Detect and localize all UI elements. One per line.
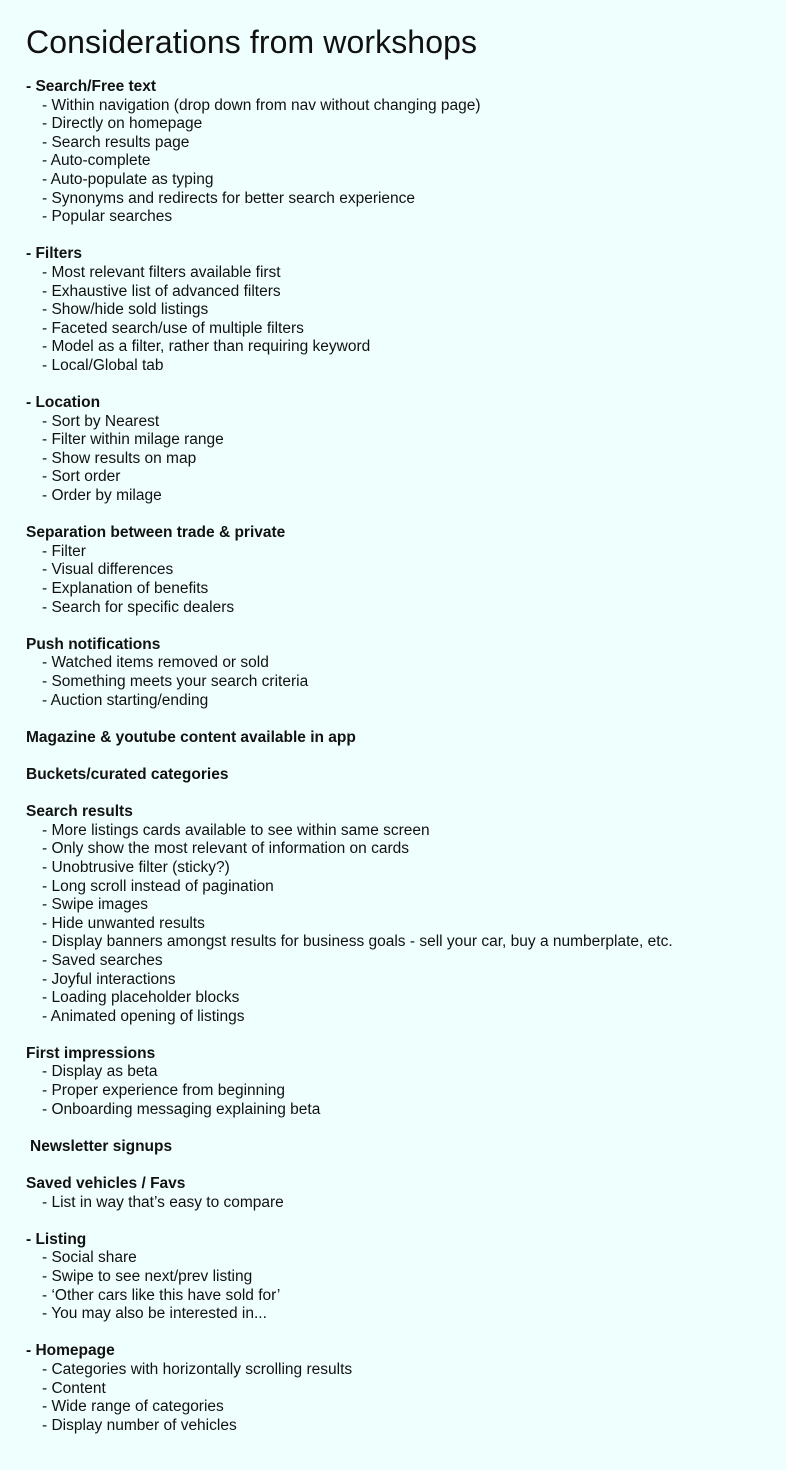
section-item-list (26, 1361, 760, 1435)
note-section (26, 1175, 760, 1212)
section-heading: - Location (26, 394, 101, 412)
section-heading: - Filters (26, 245, 82, 263)
note-section (26, 524, 760, 617)
section-heading: First impressions (26, 1044, 156, 1062)
list-item: - Swipe to see next/prev listing (42, 1268, 253, 1285)
section-heading: Newsletter signups (30, 1137, 173, 1155)
list-item: - Faceted search/use of multiple filters (42, 319, 304, 337)
note-section (26, 766, 760, 785)
list-item: - Long scroll instead of pagination (42, 877, 274, 895)
list-item: - Proper experience from beginning (42, 1082, 285, 1100)
section-heading: Push notifications (26, 635, 161, 653)
note-section (26, 1231, 760, 1324)
list-item: - Popular searches (42, 208, 173, 226)
list-item: - You may also be interested in... (42, 1305, 267, 1323)
list-item: - Watched items removed or sold (42, 654, 269, 672)
note-section (26, 729, 760, 748)
note-section (26, 1045, 760, 1119)
list-item: - Search for specific dealers (42, 598, 235, 616)
list-item: - Something meets your search criteria (42, 673, 309, 690)
note-section (26, 78, 760, 227)
list-item: - Show/hide sold listings (42, 301, 209, 319)
list-item: - Auto-populate as typing (42, 170, 214, 188)
list-item: - List in way that’s easy to compare (42, 1193, 284, 1211)
list-item: - Most relevant filters available first (42, 263, 281, 281)
list-item: - Directly on homepage (42, 115, 203, 133)
list-item: - Within navigation (drop down from nav without changing page) (42, 96, 481, 114)
note-section (26, 1138, 760, 1157)
note-section (26, 245, 760, 375)
list-item: - Unobtrusive filter (sticky?) (42, 858, 230, 876)
note-section (26, 394, 760, 506)
list-item: - Filter within milage range (42, 431, 224, 449)
sections-container (26, 78, 760, 1435)
section-heading: Magazine & youtube content available in app (26, 728, 356, 746)
list-item: - Swipe images (42, 896, 148, 914)
list-item: - Wide range of categories (42, 1398, 224, 1416)
list-item: - ‘Other cars like this have sold for’ (42, 1286, 281, 1304)
note-section (26, 636, 760, 710)
list-item: - Search results page (42, 133, 190, 151)
list-item: - Auto-complete (42, 152, 151, 170)
section-item-list (26, 1063, 760, 1119)
section-heading: - Homepage (26, 1342, 115, 1360)
note-section (26, 1342, 760, 1435)
section-heading: - Search/Free text (26, 78, 157, 95)
list-item: - Explanation of benefits (42, 580, 209, 598)
section-heading: Search results (26, 803, 133, 821)
page-title: Considerations from workshops (26, 24, 478, 60)
section-heading: - Listing (26, 1230, 87, 1248)
list-item: - Only show the most relevant of information on cards (42, 840, 409, 858)
list-item: - Loading placeholder blocks (42, 989, 240, 1007)
list-item: - Sort order (42, 468, 121, 486)
list-item: - Hide unwanted results (42, 914, 205, 932)
list-item: - Categories with horizontally scrolling results (42, 1360, 353, 1378)
section-item-list (26, 1249, 760, 1323)
section-heading: Buckets/curated categories (26, 765, 229, 783)
section-item-list (26, 1194, 760, 1213)
list-item: - Social share (42, 1249, 137, 1267)
section-item-list (26, 543, 760, 617)
list-item: - Display as beta (42, 1063, 158, 1081)
section-heading: Saved vehicles / Favs (26, 1175, 186, 1193)
list-item: - Order by milage (42, 487, 162, 505)
list-item: - Show results on map (42, 449, 197, 467)
list-item: - Exhaustive list of advanced filters (42, 282, 281, 300)
list-item: - More listings cards available to see within same screen (42, 821, 430, 839)
list-item: - Local/Global tab (42, 356, 164, 374)
list-item: - Content (42, 1379, 106, 1397)
section-item-list (26, 654, 760, 710)
list-item: - Display number of vehicles (42, 1416, 237, 1434)
list-item: - Synonyms and redirects for better search experience (42, 189, 416, 207)
list-item: - Visual differences (42, 561, 174, 579)
list-item: - Auction starting/ending (42, 691, 209, 709)
section-item-list (26, 822, 760, 1027)
section-item-list (26, 264, 760, 376)
list-item: - Sort by Nearest (42, 412, 160, 430)
list-item: - Model as a filter, rather than requiring keyword (42, 338, 371, 356)
list-item: - Animated opening of listings (42, 1007, 245, 1025)
section-item-list (26, 413, 760, 506)
list-item: - Display banners amongst results for business goals - sell your car, buy a numberplate, etc. (42, 933, 673, 951)
section-heading: Separation between trade & private (26, 524, 286, 542)
section-item-list (26, 97, 760, 227)
list-item: - Joyful interactions (42, 970, 176, 988)
list-item: - Filter (42, 542, 86, 560)
note-section (26, 803, 760, 1026)
list-item: - Onboarding messaging explaining beta (42, 1100, 321, 1118)
list-item: - Saved searches (42, 951, 163, 969)
